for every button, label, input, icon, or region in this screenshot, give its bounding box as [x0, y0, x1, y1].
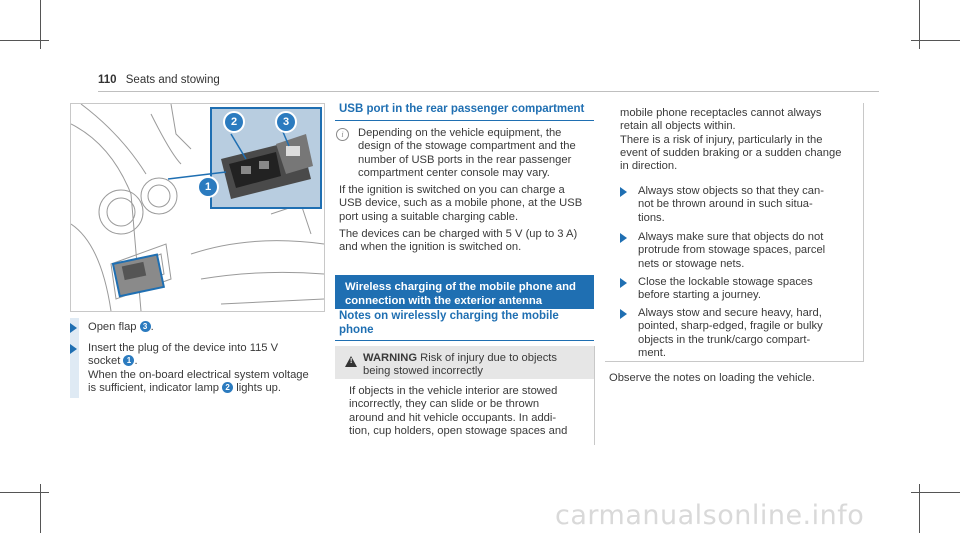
warning-box — [335, 346, 595, 445]
watermark: carmanualsonline.info — [555, 500, 865, 531]
notes-heading: Notes on wirelessly charging the mobile phone — [339, 310, 559, 336]
bullet-arrow-icon — [620, 187, 627, 197]
bullet-arrow-icon — [620, 278, 627, 288]
crop-mark — [40, 0, 41, 49]
usb-paragraph-2: The devices can be charged with 5 V (up to 3 A) and when the ignition is switched on. — [339, 228, 578, 254]
observe-note: Observe the notes on loading the vehicle. — [609, 372, 815, 384]
crop-mark — [919, 0, 920, 49]
page-number: 110 — [98, 74, 117, 86]
warning-continued-text: mobile phone receptacles cannot always retain all objects within. There is a risk of injury, particularly in the event of sudden braking or a sudden change in direction. — [620, 107, 842, 173]
warning-body: If objects in the vehicle interior are stowed incorrectly, they can slide or be thrown around and hit vehicle occupants. In addi- tion, cup holders, open stowage spaces and — [349, 385, 568, 437]
console-illustration — [70, 103, 325, 312]
usb-paragraph-1: If the ignition is switched on you can charge a USB device, such as a mobile phone, at the USB port using a suitable charging cable. — [339, 184, 583, 223]
callout-ref: 2 — [222, 382, 233, 393]
bullet-2: Always make sure that objects do not protrude from stowage spaces, parcel nets or stowage nets. — [638, 231, 826, 270]
bullet-arrow-icon — [620, 309, 627, 319]
callout-2: 2 — [223, 111, 245, 133]
crop-mark — [911, 40, 960, 41]
bullet-arrow-icon — [620, 233, 627, 243]
bullet-3: Close the lockable stowage spaces before starting a journey. — [638, 276, 813, 302]
callout-1: 1 — [197, 176, 219, 198]
warning-label: WARNING — [363, 352, 418, 364]
step-arrow-icon — [70, 344, 77, 354]
wireless-charging-banner: Wireless charging of the mobile phone and connection with the exterior antenna — [335, 275, 594, 309]
header-divider — [98, 91, 879, 92]
console-drawing — [71, 104, 324, 311]
info-icon: i — [336, 128, 349, 141]
step-arrow-icon — [70, 323, 77, 333]
step-1: Open flap 3 . — [88, 321, 154, 333]
section-title: Seats and stowing — [125, 74, 220, 86]
info-note: Depending on the vehicle equipment, the design of the stowage compartment and the number of USB ports in the rear passenger compartment center console may vary. — [358, 127, 576, 179]
warning-icon: ! — [345, 356, 357, 367]
page-header — [98, 74, 220, 86]
heading-rule — [335, 120, 594, 121]
heading-rule — [335, 340, 594, 341]
step-2: Insert the plug of the device into 115 V socket 1 . When the on-board electrical system voltage is sufficient, indicator lamp 2 lights up. — [88, 342, 309, 394]
warning-continuation — [605, 103, 864, 362]
bullet-1: Always stow objects so that they can- not be thrown around in such situa- tions. — [638, 185, 824, 224]
crop-mark — [0, 492, 49, 493]
callout-3: 3 — [275, 111, 297, 133]
crop-mark — [911, 492, 960, 493]
usb-heading: USB port in the rear passenger compartment — [339, 103, 585, 115]
bullet-4: Always stow and secure heavy, hard, pointed, sharp-edged, fragile or bulky objects in the trunk/cargo compart- ment. — [638, 307, 823, 359]
crop-mark — [0, 40, 49, 41]
callout-ref: 3 — [140, 321, 151, 332]
warning-header: ! WARNING Risk of injury due to objects being stowed incorrectly — [335, 346, 594, 379]
callout-ref: 1 — [123, 355, 134, 366]
